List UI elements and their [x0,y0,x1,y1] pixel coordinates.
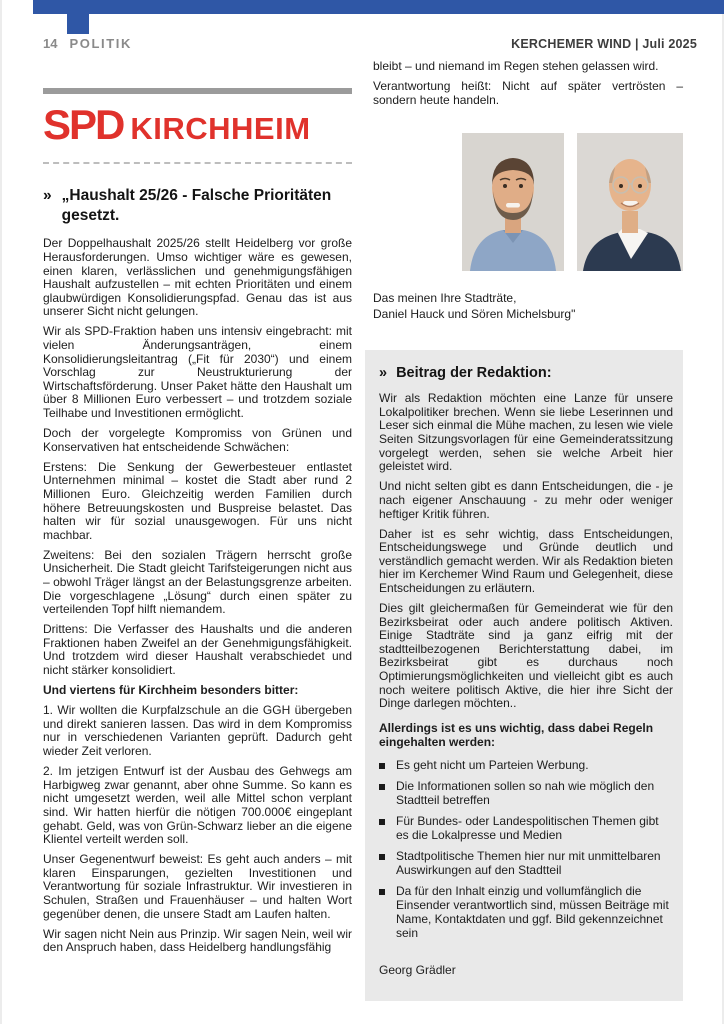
author-signature: Georg Grädler [379,962,456,977]
rules-list-item [379,815,673,843]
rule-text: Es geht nicht um Parteien Werbung. [396,757,589,772]
portrait-photo-daniel-hauck [462,133,564,271]
left-column [43,88,352,961]
section-title: POLITIK [69,36,132,51]
redaktion-heading-marker: » [379,365,388,382]
redaktion-paragraph: Dies gilt gleichermaßen für Gemeinderat wie für den Bezirksbeirat oder auch andere politisch Aktiven. Einige Stadträte sind ja ganz eifrig mit der stadtteilbezogenen Berichterstattung dabei, im Bezirksbeirat gibt es durchaus noch Optimierungsmöglichkeiten und vielleicht gibt es auch noch weitere politisch Aktive, die hier ihre Sicht der Dinge darlegen möchten.. [379,601,673,711]
logo-city-text: KIRCHHEIM [130,111,311,146]
rules-heading: Allerdings ist es uns wichtig, dass dabei Regeln eingehalten werden: [379,720,654,750]
logo-bottom-rule [43,162,352,164]
redaktion-heading [379,365,673,381]
rule-text: Die Informationen sollen so nah wie möglich den Stadtteil betreffen [396,779,655,807]
top-accent-tab [67,13,89,34]
spd-logo-text: SPD [43,101,124,148]
page-header [43,36,697,51]
rules-list-item [379,780,673,808]
article-headline [43,186,352,225]
rules-list-item [379,885,673,940]
top-accent-bar [33,0,724,14]
redaktion-paragraph: Daher ist es sehr wichtig, dass Entscheidungen, Entscheidungswege und Gründe deutlich und verständlich gemacht werden. Wir als Redaktion bieten hier im Kerchemer Wind Raum und Gelegenheit, diese Entscheidungen zu erläutern. [379,526,673,595]
redaktion-heading-text: Beitrag der Redaktion: [396,365,552,382]
redaktion-box [365,350,683,1000]
spd-kirchheim-logo [43,101,352,148]
rules-list-item [379,759,673,773]
rule-text: Da für den Inhalt einzig und vollumfänglich die Einsender verantwortlich sind, müssen Beiträge mit Name, Kontaktdaten und ggf. Bild gekennzeichnet sein [396,884,669,940]
article-paragraph: 1. Wir wollten die Kurpfalzschule an die GGH übergeben und direkt sanieren lassen. Das wird in dem Kompromiss nur in verschiedenen Varianten geprüft. Dadurch geht wieder Zeit verloren. [43,703,352,759]
article-paragraph: Drittens: Die Verfasser des Haushalts und die anderen Fraktionen haben Zweifel an der Genehmigungsfähigkeit. Und trotzdem wird dieser Haushalt verabschiedet und nicht stärker konsolidiert. [43,622,352,678]
redaktion-paragraph: Wir als Redaktion möchten eine Lanze für unsere Lokalpolitiker brechen. Wenn sie liebe Leserinnen und Leser sich einmal die Mühe machen, zu lesen wie viele Seiten Sitzungsvorlagen für eine Gemeinderatssitzung vorgelegt werden, sehen sie welche Arbeit hier geleistet wird. [379,391,673,474]
article-paragraph: Unser Gegenentwurf beweist: Es geht auch anders – mit klaren Einsparungen, gezielten Investitionen und Verantwortung für soziale Infrastruktur. Wir investieren in Schulen, Straßen und Frauenhäuser – und halten Wort gegenüber denen, die unsere Stadt am Laufen halten. [43,852,352,921]
article-paragraph: Erstens: Die Senkung der Gewerbesteuer entlastet Unternehmen minimal – kostet die Stadt aber rund 2 Millionen Euro. Gleichzeitig werden Familien durch höhere Betreuungskosten und Buspreise belastet. Das halten wir für sozial unausgewogen. Für uns nicht machbar. [43,459,352,542]
rule-text: Stadtpolitische Themen hier nur mit unmittelbaren Auswirkungen auf den Stadtteil [396,849,661,878]
square-bullet-icon [379,854,385,860]
redaktion-paragraph: Und nicht selten gibt es dann Entscheidungen, die - je nach eigener Anschauung - zu mehr oder weniger heftiger Kritik führen. [379,479,673,521]
photo-caption [365,291,683,322]
rule-text: Für Bundes- oder Landespolitischen Themen gibt es die Lokalpresse und Medien [396,814,659,843]
caption-line-1: Das meinen Ihre Stadträte, [373,291,517,306]
article-paragraph: 2. Im jetzigen Entwurf ist der Ausbau des Gehwegs am Harbigweg zwar genannt, aber ohne Summe. So kann es nicht umgesetzt werden, weil alle Mittel schon verplant sind. Wir hatten hierfür die nötigen 700.000€ eingeplant gehabt. Geld, was von Grün-Schwarz lieber an die eigene Klientel verteilt werden soll. [43,764,352,847]
councillor-photos [365,133,683,271]
square-bullet-icon [379,784,385,790]
page-number: 14 [43,36,58,51]
headline-marker: » [43,187,52,204]
square-bullet-icon [379,763,385,769]
article-paragraph-continued: Verantwortung heißt: Nicht auf später vertrösten – sondern heute handeln. [373,79,683,107]
article-paragraph: Zweitens: Bei den sozialen Trägern herrscht große Unsicherheit. Die Stadt gleicht Tarifsteigerungen nicht aus – obwohl Träger längst an der Belastungsgrenze arbeiten. Die vorgeschlagene „Lösung“ durch einen später zu verteilenden Topf hilft niemandem. [43,547,352,617]
caption-line-2: Daniel Hauck und Sören Michelsburg" [373,306,576,321]
right-column [365,60,683,1001]
article-paragraph-continued: bleibt – und niemand im Regen stehen gelassen wird. [373,59,659,73]
article-subheading: Und viertens für Kirchheim besonders bitter: [43,683,299,698]
article-paragraph: Doch der vorgelegte Kompromiss von Grünen und Konservativen hat entscheidende Schwächen: [43,426,352,454]
rules-list [379,759,673,941]
logo-top-rule [43,88,352,94]
headline-text: „Haushalt 25/26 - Falsche Prioritäten gesetzt. [61,187,332,224]
article-paragraph: Der Doppelhaushalt 2025/26 stellt Heidelberg vor große Herausforderungen. Umso wichtiger wäre es gewesen, einen klaren, verlässlichen und genehmigungsfähigen Haushalt aufzustellen – mit echten Prioritäten und einem glaubwürdigen Konsolidierungspfad. Genau das ist aus unserer Sicht nicht gelungen. [43,236,352,319]
portrait-photo-soeren-michelsburg [577,133,683,271]
masthead: KERCHEMER WIND | Juli 2025 [511,37,697,51]
square-bullet-icon [379,889,385,895]
rules-list-item [379,850,673,878]
article-paragraph: Wir als SPD-Fraktion haben uns intensiv eingebracht: mit vielen Änderungsanträgen, einem Konsolidierungsleitantrag („Fit für 2030“) und einem Vorschlag zur Neustrukturierung der Wirtschaftsförderung. Unser Paket hätte den Haushalt um über 8 Millionen Euro verbessert – und trotzdem soziale Teilhabe und Investitionen ermöglicht. [43,324,352,420]
square-bullet-icon [379,819,385,825]
article-paragraph: Wir sagen nicht Nein aus Prinzip. Wir sagen Nein, weil wir den Anspruch haben, dass Heidelberg handlungsfähig [43,926,352,955]
